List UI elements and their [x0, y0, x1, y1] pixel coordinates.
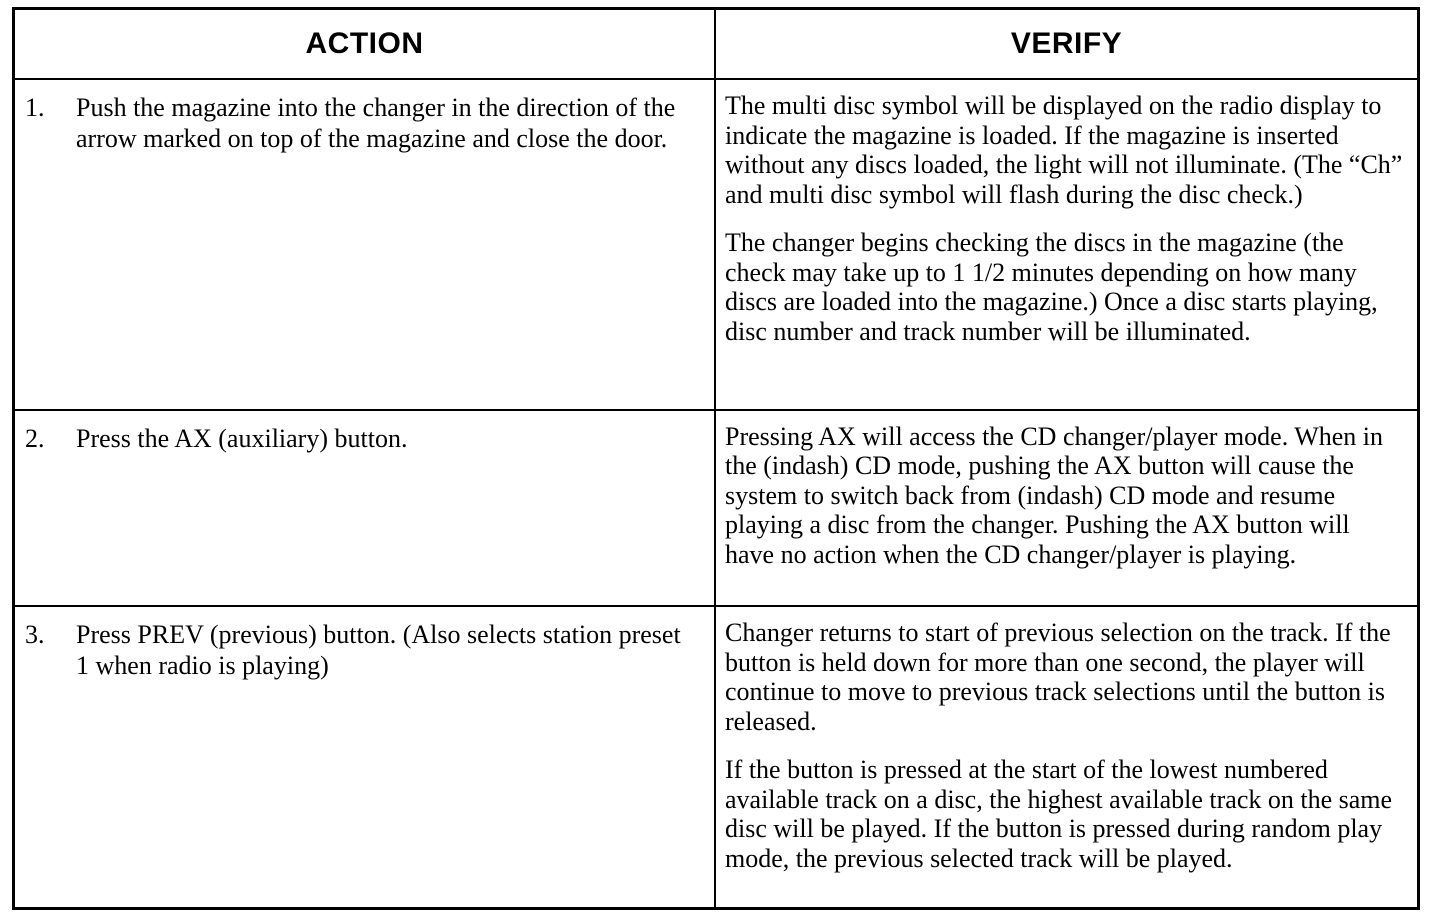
table-row-step-1: [15, 79, 1417, 410]
verify-paragraph: Pressing AX will access the CD changer/player mode. When in the (indash) CD mode, pushing the AX button will cause the system to switch back from (indash) CD mode and resume playing a disc from the changer. Pushing the AX button will have no action when the CD changer/player is playing.: [725, 421, 1384, 569]
header-row: [15, 10, 1417, 79]
action-cell-step-3: [15, 606, 715, 907]
verify-paragraph: Changer returns to start of previous selection on the track. If the button is held down for more than one second, the player will continue to move to previous track selections until the button is released.: [725, 618, 1391, 736]
action-cell-step-2: [15, 410, 715, 606]
verify-paragraph: The multi disc symbol will be displayed on the radio display to indicate the magazine is loaded. If the magazine is inserted without any discs loaded, the light will not illuminate. (The “Ch” and multi disc symbol will flash during the disc check.): [725, 91, 1403, 209]
verify-cell-step-3: [715, 606, 1417, 907]
table-row-step-2: [15, 410, 1417, 606]
action-cell-step-1: [15, 79, 715, 410]
action-column-header: ACTION: [15, 10, 715, 79]
verify-column-header: VERIFY: [715, 10, 1417, 79]
step-number: 3.: [25, 620, 45, 650]
step-number: 2.: [25, 423, 45, 453]
verify-cell-step-2: [715, 410, 1417, 606]
verify-cell-step-1: [715, 79, 1417, 410]
verify-paragraph: The changer begins checking the discs in the magazine (the check may take up to 1 1/2 minutes depending on how many discs are loaded into the magazine.) Once a disc starts playing, disc number and track number will be illuminated.: [725, 228, 1378, 346]
table-row-step-3: [15, 606, 1417, 907]
procedure-table-frame: [12, 7, 1420, 910]
step-number: 1.: [25, 93, 45, 122]
action-text: Press PREV (previous) button. (Also selects station preset 1 when radio is playing): [76, 620, 681, 680]
action-text: Press the AX (auxiliary) button.: [76, 423, 408, 453]
action-text: Push the magazine into the changer in the direction of the arrow marked on top of the magazine and close the door.: [76, 93, 676, 153]
verify-paragraph: If the button is pressed at the start of the lowest numbered available track on a disc, the highest available track on the same disc will be played. If the button is pressed during random play mode, the previous selected track will be played.: [725, 755, 1393, 873]
procedure-table: [15, 10, 1417, 907]
